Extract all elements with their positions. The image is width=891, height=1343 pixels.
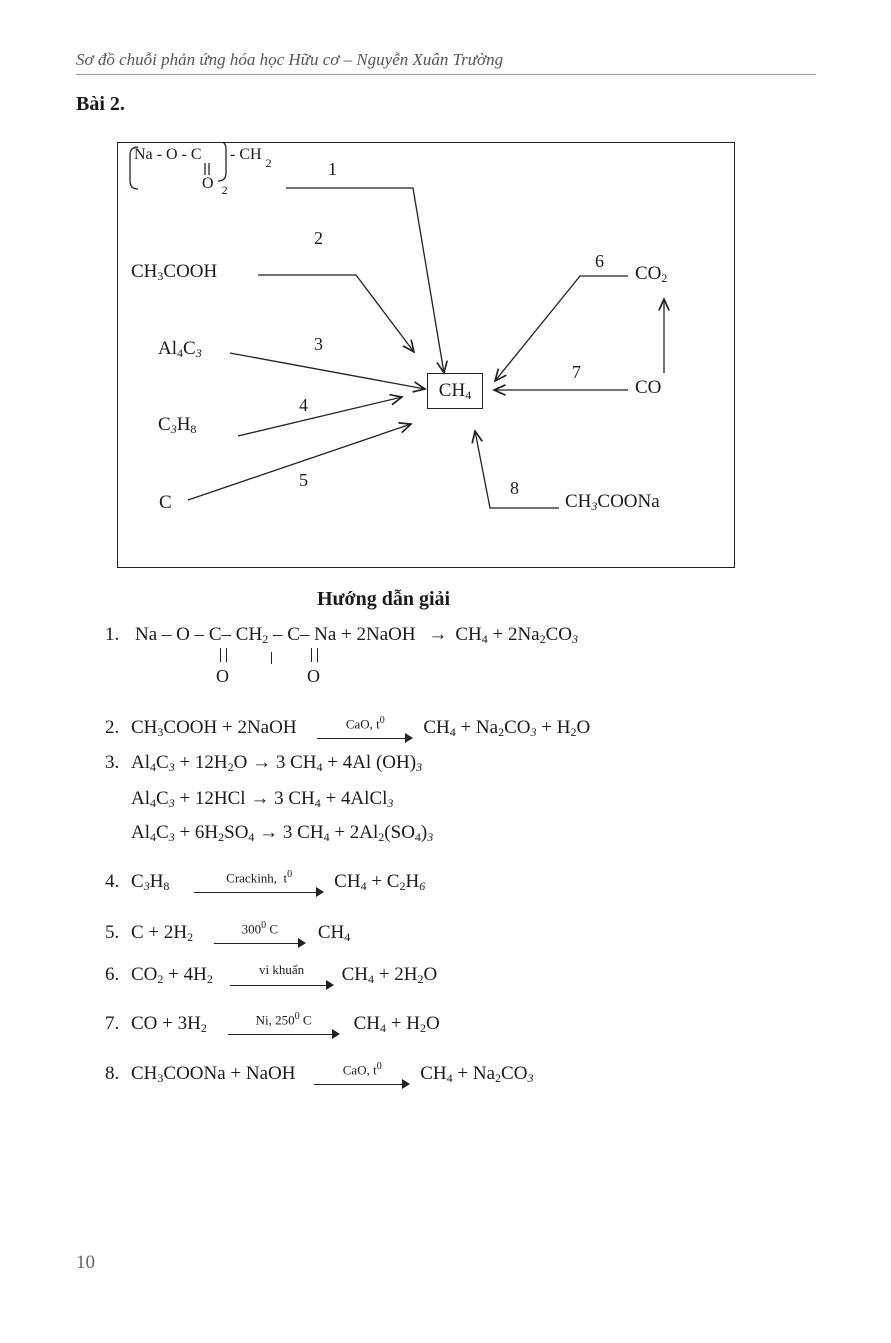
equation-5: 5. $C + 2H_2$ $300^0$ C $CH_4$: [105, 922, 350, 945]
arrow-6: [495, 276, 628, 381]
step-number-5: 5: [299, 470, 308, 490]
step-number-4: 4: [299, 395, 308, 415]
arrow-1: [286, 188, 444, 373]
equation-4: 4. $C_3H_8$ Crackinh, $t^0$ $CH_4 + C_2H_6$: [105, 871, 425, 894]
equation-3a: 3. $Al_4C_3 + 12H_2O \to 3$ $CH_4 + 4Al$ $(OH)_3$: [105, 752, 423, 774]
reactant-malonate: Na - O - C: [134, 146, 202, 163]
step-number-2: 2: [314, 228, 323, 248]
reaction-diagram: [117, 142, 735, 568]
step-number-6: 6: [595, 251, 604, 271]
label-co2: $CO_2$: [635, 263, 668, 285]
equation-3b: $Al_4C_3 + 12HCl \to 3$ $CH_4$ + 4AlCl$_3$: [131, 788, 394, 810]
step-number-7: 7: [572, 362, 581, 382]
label-acetic-acid: $CH_3COOH$: [131, 261, 218, 283]
step-number-1: 1: [328, 159, 337, 179]
arrow-4: [238, 397, 402, 436]
arrow-2: [258, 275, 414, 352]
step-number-3: 3: [314, 334, 323, 354]
label-c3h8: $C_3H_8$: [158, 414, 197, 436]
arrow-3: [230, 353, 425, 389]
eq1-double-bond-1: [220, 648, 227, 662]
equation-7: 7. CO + $3H_2$ Ni, $250^0$ C $CH_4 + H_2O$: [105, 1013, 440, 1036]
label-ch4-center: $CH_4$: [427, 373, 483, 409]
equation-2: 2. $CH_3COOH$ + 2NaOH CaO, $t^0$ $CH_4 + Na_2CO_3 + H_2O$: [105, 717, 590, 740]
section-title: Bài 2.: [76, 93, 125, 115]
step-number-8: 8: [510, 478, 519, 498]
label-carbon: C: [159, 492, 172, 513]
page-header-title: Sơ đồ chuỗi phản ứng hóa học Hữu cơ – Nguyễn Xuân Trường: [76, 50, 504, 69]
page-number: 10: [76, 1252, 95, 1273]
equation-1: 1. Na – O – C– $CH_2 - C-$ Na + 2NaOH → $CH_4 + 2Na_2CO_3$: [105, 624, 579, 646]
header-divider: [76, 74, 816, 75]
label-co: CO: [635, 377, 662, 398]
eq1-oxygen-1: O: [216, 666, 229, 686]
eq1-oxygen-2: O: [307, 666, 320, 686]
equation-3c: $Al_4C_3 + 6H_2SO_4 \to 3$ $CH_4 + 2Al_2(SO_4)_3$: [131, 822, 434, 844]
eq1-ch2-bond: [271, 652, 272, 664]
reactant-malonate-oxygen: O $_2$: [202, 175, 228, 197]
equation-6: 6. $CO_2 + 4H_2$ vi khuẩn $CH_4 + 2H_2O$: [105, 964, 437, 987]
equation-8: 8. $CH_3COONa$ + NaOH CaO, $t^0$ $CH_4 + Na_2CO_3$: [105, 1063, 533, 1086]
label-sodium-acetate: $CH_3COONa$: [565, 491, 660, 513]
reactant-malonate-ch2: - CH $_2$: [230, 146, 272, 170]
solution-title: Hướng dẫn giải: [317, 588, 451, 610]
label-al4c3: $Al_4C_3$: [158, 338, 202, 360]
eq1-double-bond-2: [311, 648, 318, 662]
